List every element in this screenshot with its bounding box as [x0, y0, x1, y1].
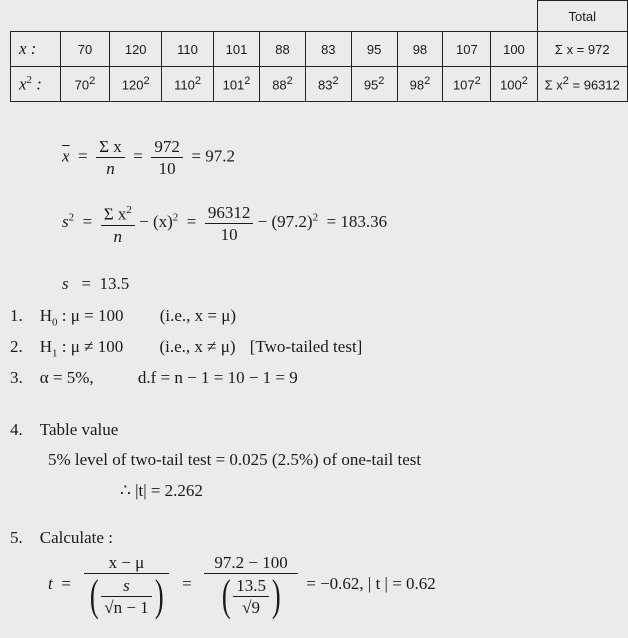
t-statistic-equation: t = x − μ ( $\frac{s}{√n - 1}$ ) = 97.2 − 100 ( $\frac{13.5}{√9}$ ) = −0.62, | t | = 0.62	[48, 553, 436, 620]
table-row-x	[11, 32, 628, 67]
sd-equation: s = 13.5	[62, 274, 130, 293]
cell-x: 98	[397, 32, 443, 67]
cell-x: 83	[305, 32, 351, 67]
row-label-x: x :	[11, 32, 61, 67]
cell-x: 101	[213, 32, 259, 67]
cell-x: 95	[351, 32, 397, 67]
step-1: 1. $H_0$ : μ = 100 (i.e., x = μ)	[10, 306, 237, 329]
cell-x2: $88^2$	[260, 67, 306, 102]
cell-x2: $83^2$	[305, 67, 351, 102]
cell-x2: $95^2$	[351, 67, 397, 102]
mean-equation: $\overline{x}$ = $\frac{\text{Σ x}}{n}$ = $\frac{972}{10}$ = 97.2	[62, 137, 235, 178]
cell-x2: $70^2$	[60, 67, 110, 102]
table-row-x2	[11, 67, 628, 102]
step-3: 3. α = 5%, d.f = n − 1 = 10 − 1 = 9	[10, 368, 298, 387]
total-x: Σ x = 972	[537, 32, 627, 67]
cell-x2: $100^2$	[491, 67, 537, 102]
cell-x: 88	[260, 32, 306, 67]
step-5: 5. Calculate :	[10, 528, 113, 547]
data-table	[10, 0, 628, 102]
total-header: Total	[537, 1, 627, 32]
cell-x: 107	[443, 32, 491, 67]
step-2: 2. $H_1$ : μ ≠ 100 (i.e., x ≠ μ) [Two-tailed test]	[10, 337, 363, 360]
cell-x2: $107^2$	[443, 67, 491, 102]
critical-value: ∴ |t| = 2.262	[120, 481, 203, 500]
cell-x: 70	[60, 32, 110, 67]
row-label-x2: $x^2$ :	[11, 67, 61, 102]
cell-x2: $98^2$	[397, 67, 443, 102]
cell-x: 100	[491, 32, 537, 67]
table-value-line: 5% level of two-tail test = 0.025 (2.5%) of one-tail test	[48, 450, 422, 469]
cell-x2: $120^2$	[110, 67, 162, 102]
total-x2: Σ $x^2 = 96312$	[537, 67, 627, 102]
cell-x: 120	[110, 32, 162, 67]
cell-x2: $110^2$	[162, 67, 214, 102]
step-4: 4. Table value	[10, 420, 119, 439]
cell-x: 110	[162, 32, 214, 67]
variance-equation: $s^2$ = $\frac{\Sigma x^2}{n}$ − $(x)^2$ = $\frac{96312}{10}$ − $(97.2)^2 = 183.36$	[62, 200, 387, 247]
cell-x2: $101^2$	[213, 67, 259, 102]
